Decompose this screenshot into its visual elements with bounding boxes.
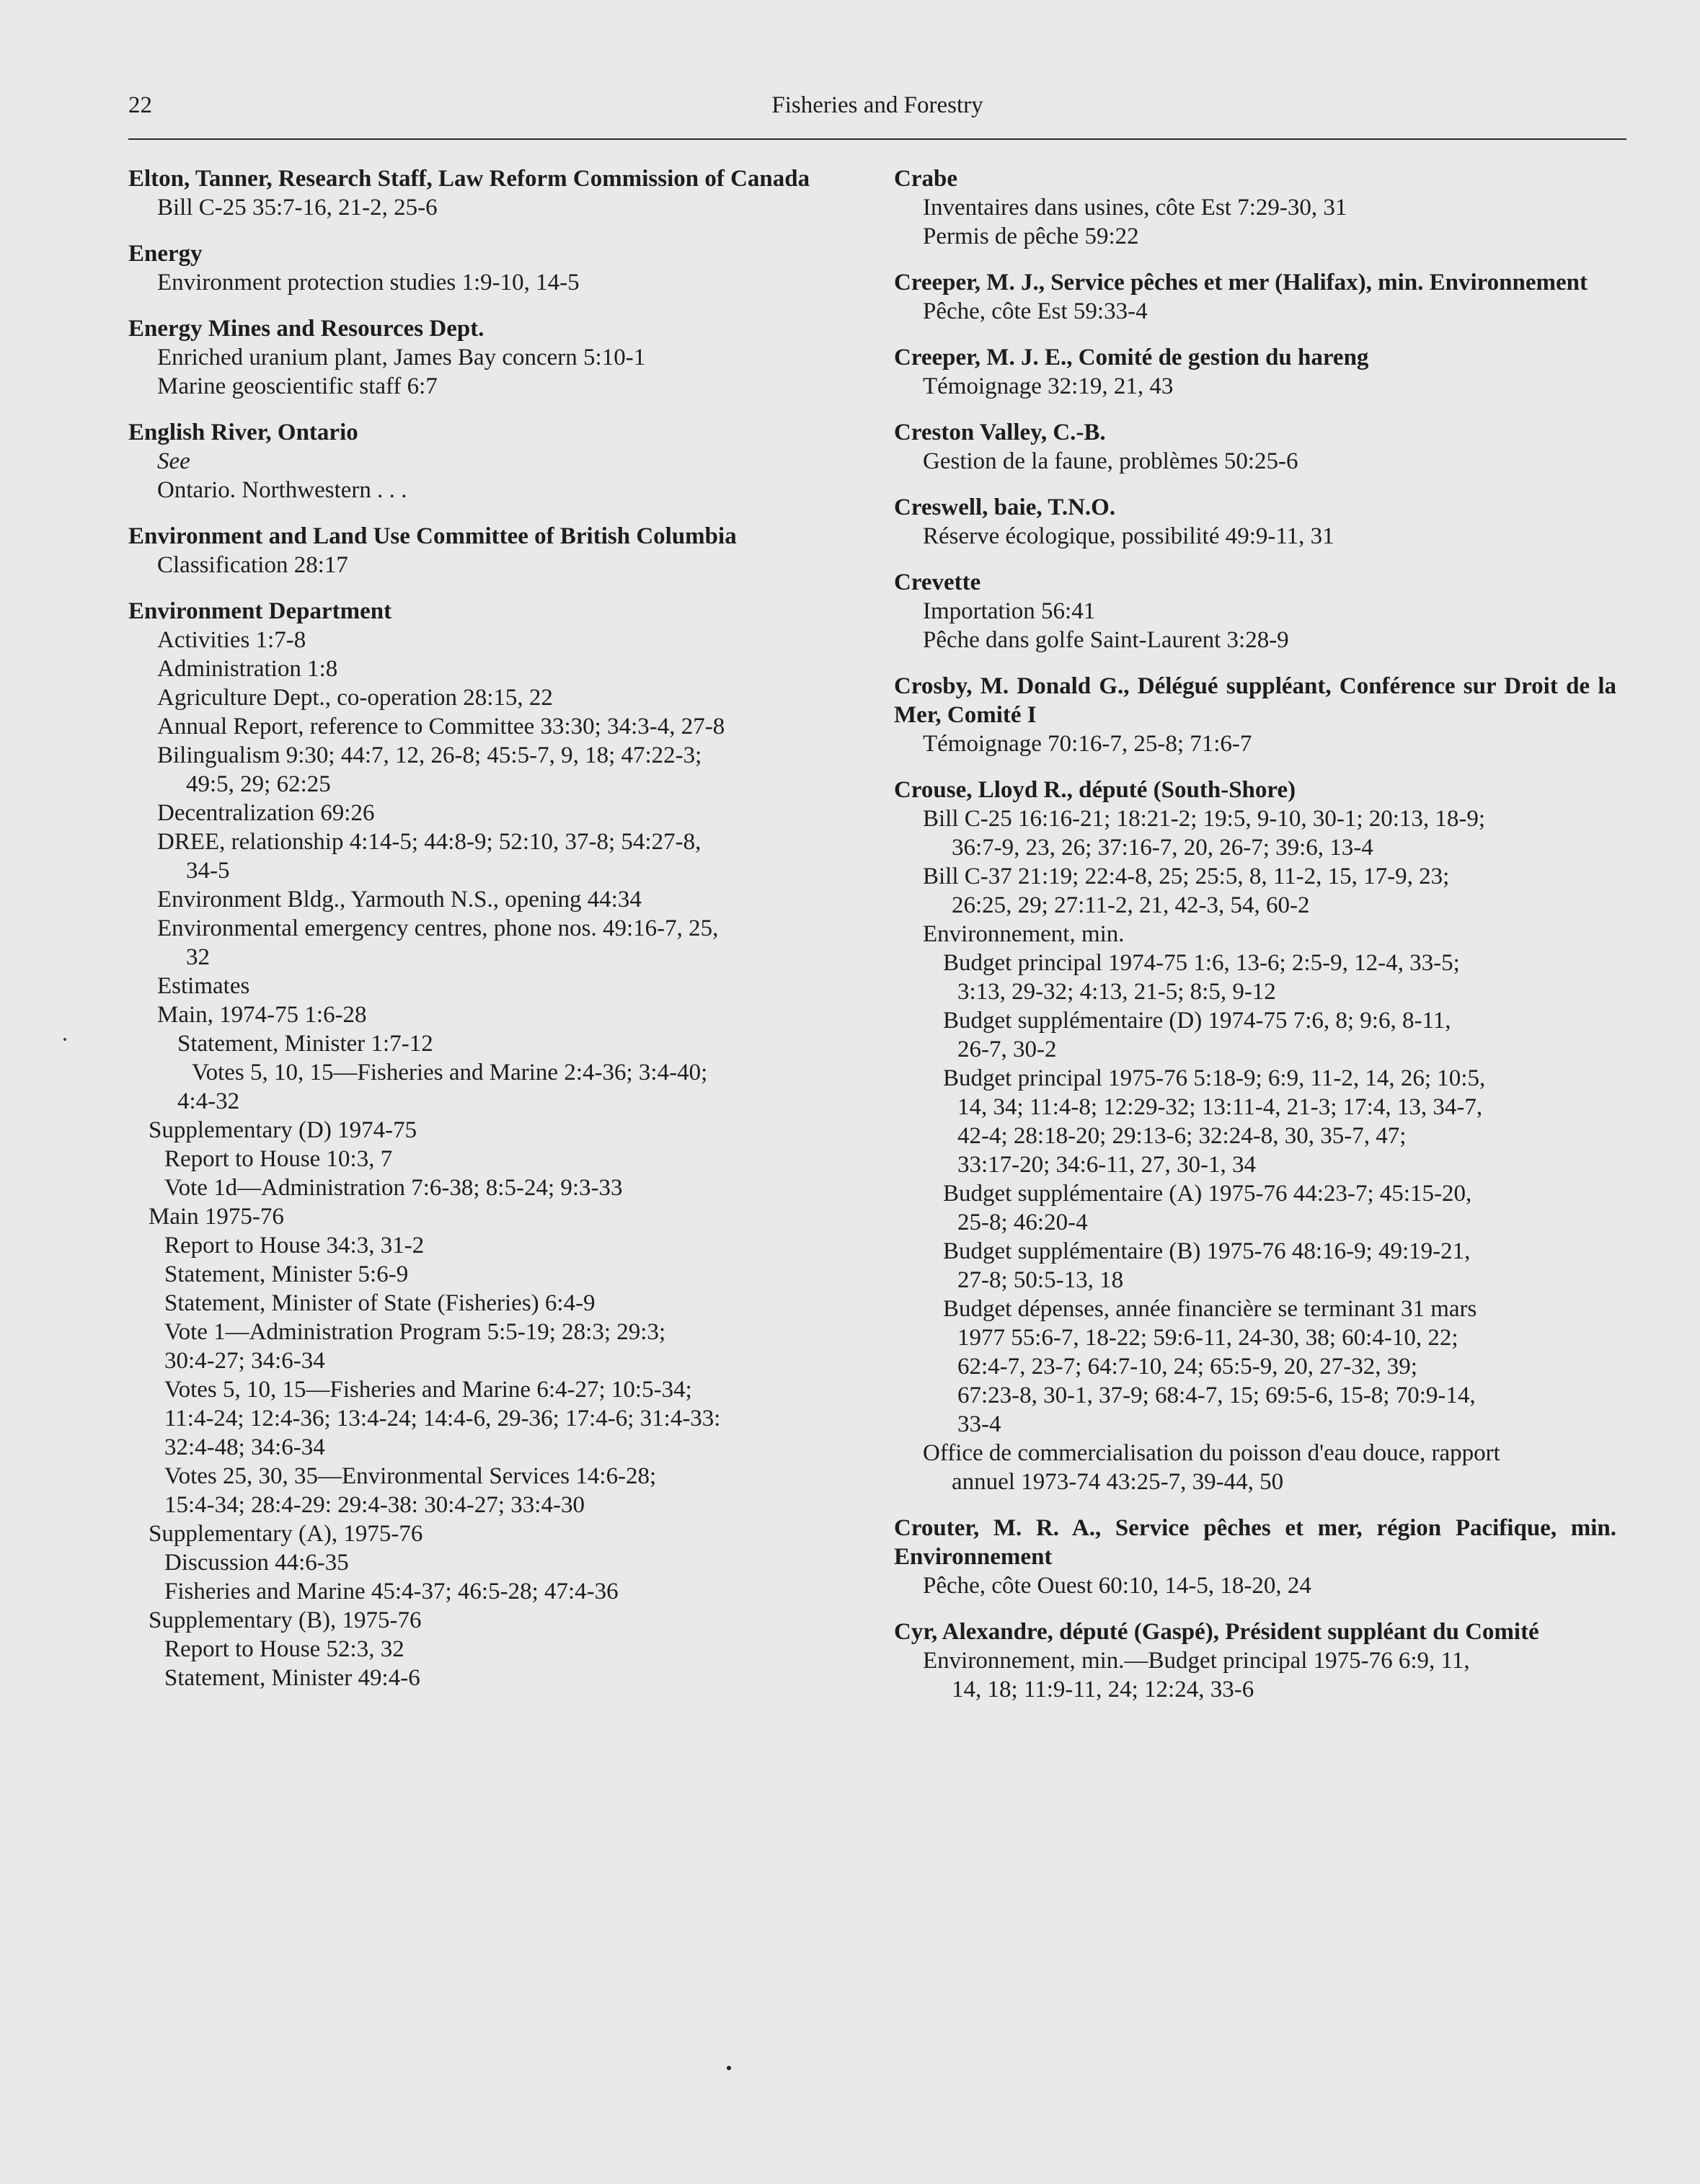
index-entry — [128, 239, 862, 297]
entry-subline: Vote 1d—Administration 7:6-38; 8:5-24; 9:3-33 — [164, 1175, 623, 1201]
entry-subline: 30:4-27; 34:6-34 — [164, 1348, 325, 1374]
entry-heading: Crouse, Lloyd R., député (South-Shore) — [894, 777, 1296, 803]
entry-subline: Vote 1—Administration Program 5:5-19; 28:3; 29:3; — [164, 1319, 666, 1345]
entry-subline: Pêche, côte Est 59:33-4 — [923, 298, 1148, 324]
index-entry — [894, 1514, 1616, 1600]
page-number: 22 — [128, 92, 152, 118]
entry-subline: 1977 55:6-7, 18-22; 59:6-11, 24-30, 38; 60:4-10, 22; — [957, 1325, 1458, 1351]
entry-subline: Statement, Minister 5:6-9 — [164, 1261, 409, 1287]
entry-subline: Decentralization 69:26 — [157, 800, 375, 826]
entry-subline: Main, 1974-75 1:6-28 — [157, 1002, 367, 1028]
entry-heading: Crevette — [894, 569, 981, 595]
entry-subline: Classification 28:17 — [157, 552, 348, 578]
running-title: Fisheries and Forestry — [771, 92, 983, 118]
entry-subline: 25-8; 46:20-4 — [957, 1209, 1088, 1235]
entry-subline: Report to House 52:3, 32 — [164, 1636, 404, 1662]
entry-heading: Creswell, baie, T.N.O. — [894, 494, 1116, 520]
index-entry — [894, 493, 1616, 551]
entry-subline: Main 1975-76 — [149, 1204, 284, 1230]
entry-subline: Report to House 34:3, 31-2 — [164, 1233, 425, 1259]
entry-subline: Inventaires dans usines, côte Est 7:29-30, 31 — [923, 195, 1347, 221]
entry-subline: 33-4 — [957, 1411, 1001, 1437]
entry-heading: Creeper, M. J., Service pêches et mer (Halifax), min. Environnement — [894, 270, 1588, 296]
index-entry — [128, 164, 862, 222]
entry-subline: Environnement, min.—Budget principal 1975-76 6:9, 11, — [923, 1648, 1470, 1674]
entry-subline: Agriculture Dept., co-operation 28:15, 22 — [157, 685, 553, 711]
entry-heading: Creston Valley, C.-B. — [894, 420, 1106, 445]
entry-subline: Bill C-25 35:7-16, 21-2, 25-6 — [157, 195, 438, 221]
entry-subline: 34-5 — [186, 858, 230, 884]
entry-subline: Statement, Minister of State (Fisheries) 6:4-9 — [164, 1290, 596, 1316]
entry-subline: Fisheries and Marine 45:4-37; 46:5-28; 47:4-36 — [164, 1579, 619, 1604]
entry-subline: Discussion 44:6-35 — [164, 1550, 349, 1576]
entry-subline: 3:13, 29-32; 4:13, 21-5; 8:5, 9-12 — [957, 979, 1276, 1005]
index-entry — [128, 314, 862, 401]
entry-subline: 15:4-34; 28:4-29: 29:4-38: 30:4-27; 33:4-30 — [164, 1492, 585, 1518]
entry-heading: Energy — [128, 241, 203, 267]
entry-subline: Témoignage 70:16-7, 25-8; 71:6-7 — [923, 731, 1252, 757]
entry-subline: Activities 1:7-8 — [157, 627, 306, 653]
entry-subline: 33:17-20; 34:6-11, 27, 30-1, 34 — [957, 1152, 1256, 1178]
entry-heading: Creeper, M. J. E., Comité de gestion du hareng — [894, 345, 1369, 370]
entry-heading: English River, Ontario — [128, 420, 358, 445]
entry-subline: 42-4; 28:18-20; 29:13-6; 32:24-8, 30, 35-7, 47; — [957, 1123, 1407, 1149]
entry-subline: Supplementary (D) 1974-75 — [149, 1117, 417, 1143]
index-entry — [128, 418, 862, 505]
entry-heading: Crabe — [894, 166, 957, 192]
index-entry — [894, 268, 1616, 326]
entry-subline: Report to House 10:3, 7 — [164, 1146, 393, 1172]
entry-subline: Statement, Minister 1:7-12 — [177, 1031, 433, 1057]
entry-subline: Budget principal 1974-75 1:6, 13-6; 2:5-9, 12-4, 33-5; — [943, 950, 1460, 976]
page-speck — [63, 1038, 66, 1041]
entry-subline: Budget supplémentaire (A) 1975-76 44:23-7; 45:15-20, — [943, 1181, 1472, 1207]
entry-subline: Environmental emergency centres, phone nos. 49:16-7, 25, — [157, 915, 719, 941]
entry-subline: 49:5, 29; 62:25 — [186, 771, 331, 797]
index-entry — [894, 1617, 1616, 1704]
entry-subline: See — [157, 448, 190, 474]
index-entry — [894, 672, 1616, 758]
entry-subline: Pêche, côte Ouest 60:10, 14-5, 18-20, 24 — [923, 1573, 1311, 1599]
entry-subline: Votes 25, 30, 35—Environmental Services 14:6-28; — [164, 1463, 657, 1489]
entry-heading: Energy Mines and Resources Dept. — [128, 316, 484, 342]
entry-heading: Cyr, Alexandre, député (Gaspé), Président suppléant du Comité — [894, 1619, 1539, 1645]
entry-subline: annuel 1973-74 43:25-7, 39-44, 50 — [952, 1469, 1284, 1495]
entry-subline: Budget dépenses, année financière se terminant 31 mars — [943, 1296, 1477, 1322]
entry-subline: Budget supplémentaire (B) 1975-76 48:16-9; 49:19-21, — [943, 1238, 1471, 1264]
index-entry — [128, 597, 862, 1692]
left-column — [128, 164, 862, 1710]
index-entry — [894, 164, 1616, 251]
entry-subline: Ontario. Northwestern . . . — [157, 477, 407, 503]
index-entry — [894, 343, 1616, 401]
entry-subline: 14, 34; 11:4-8; 12:29-32; 13:11-4, 21-3; 17:4, 13, 34-7, — [957, 1094, 1483, 1120]
entry-subline: Témoignage 32:19, 21, 43 — [923, 373, 1174, 399]
entry-subline: Annual Report, reference to Committee 33:30; 34:3-4, 27-8 — [157, 714, 725, 740]
entry-heading: Environment Department — [128, 598, 392, 624]
index-entry — [894, 776, 1616, 1496]
entry-subline: Environnement, min. — [923, 921, 1125, 947]
entry-subline: Bill C-25 16:16-21; 18:21-2; 19:5, 9-10, 30-1; 20:13, 18-9; — [923, 806, 1486, 832]
entry-subline: Pêche dans golfe Saint-Laurent 3:28-9 — [923, 627, 1289, 653]
entry-subline: Office de commercialisation du poisson d'eau douce, rapport — [923, 1440, 1500, 1466]
entry-subline: 67:23-8, 30-1, 37-9; 68:4-7, 15; 69:5-6, 15-8; 70:9-14, — [957, 1382, 1476, 1408]
entry-subline: Importation 56:41 — [923, 598, 1096, 624]
entry-subline: Environment Bldg., Yarmouth N.S., opening 44:34 — [157, 887, 642, 913]
entry-subline: Bilingualism 9:30; 44:7, 12, 26-8; 45:5-7, 9, 18; 47:22-3; — [157, 742, 702, 768]
entry-subline: 36:7-9, 23, 26; 37:16-7, 20, 26-7; 39:6, 13-4 — [952, 835, 1373, 861]
entry-subline: Estimates — [157, 973, 250, 999]
entry-subline: Budget principal 1975-76 5:18-9; 6:9, 11-2, 14, 26; 10:5, — [943, 1065, 1486, 1091]
entry-subline: 26:25, 29; 27:11-2, 21, 42-3, 54, 60-2 — [952, 892, 1310, 918]
entry-subline: Permis de pêche 59:22 — [923, 223, 1139, 249]
entry-subline: Votes 5, 10, 15—Fisheries and Marine 6:4-27; 10:5-34; — [164, 1377, 692, 1403]
entry-subline: Budget supplémentaire (D) 1974-75 7:6, 8; 9:6, 8-11, — [943, 1008, 1451, 1034]
entry-heading: Crosby, M. Donald G., Délégué suppléant, Conférence sur Droit de la Mer, Comité I — [894, 673, 1616, 728]
entry-subline: Supplementary (B), 1975-76 — [149, 1607, 422, 1633]
page-header — [128, 88, 1626, 140]
entry-subline: 11:4-24; 12:4-36; 13:4-24; 14:4-6, 29-36; 17:4-6; 31:4-33: — [164, 1406, 721, 1431]
page-mark — [727, 2066, 731, 2070]
entry-subline: Votes 5, 10, 15—Fisheries and Marine 2:4-36; 3:4-40; — [192, 1060, 708, 1086]
entry-subline: Marine geoscientific staff 6:7 — [157, 373, 438, 399]
entry-heading: Environment and Land Use Committee of British Columbia — [128, 523, 737, 549]
entry-subline: 32:4-48; 34:6-34 — [164, 1434, 325, 1460]
entry-subline: Enriched uranium plant, James Bay concern 5:10-1 — [157, 345, 646, 370]
entry-subline: 27-8; 50:5-13, 18 — [957, 1267, 1124, 1293]
entry-subline: Réserve écologique, possibilité 49:9-11, 31 — [923, 523, 1334, 549]
entry-heading: Elton, Tanner, Research Staff, Law Reform Commission of Canada — [128, 166, 810, 192]
entry-subline: DREE, relationship 4:14-5; 44:8-9; 52:10, 37-8; 54:27-8, — [157, 829, 701, 855]
entry-subline: Gestion de la faune, problèmes 50:25-6 — [923, 448, 1298, 474]
entry-subline: Environment protection studies 1:9-10, 14-5 — [157, 270, 580, 296]
index-entry — [894, 568, 1616, 654]
entry-subline: Statement, Minister 49:4-6 — [164, 1665, 420, 1691]
entry-subline: 14, 18; 11:9-11, 24; 12:24, 33-6 — [952, 1677, 1254, 1703]
right-column — [894, 164, 1616, 1721]
entry-subline: 32 — [186, 944, 210, 970]
entry-subline: Administration 1:8 — [157, 656, 338, 682]
entry-subline: Bill C-37 21:19; 22:4-8, 25; 25:5, 8, 11-2, 15, 17-9, 23; — [923, 864, 1450, 889]
index-entry — [128, 522, 862, 580]
entry-subline: 62:4-7, 23-7; 64:7-10, 24; 65:5-9, 20, 27-32, 39; — [957, 1354, 1417, 1380]
index-entry — [894, 418, 1616, 476]
entry-heading: Crouter, M. R. A., Service pêches et mer, région Pacifique, min. Environnement — [894, 1515, 1616, 1570]
entry-subline: Supplementary (A), 1975-76 — [149, 1521, 423, 1547]
entry-subline: 4:4-32 — [177, 1088, 240, 1114]
entry-subline: 26-7, 30-2 — [957, 1036, 1057, 1062]
